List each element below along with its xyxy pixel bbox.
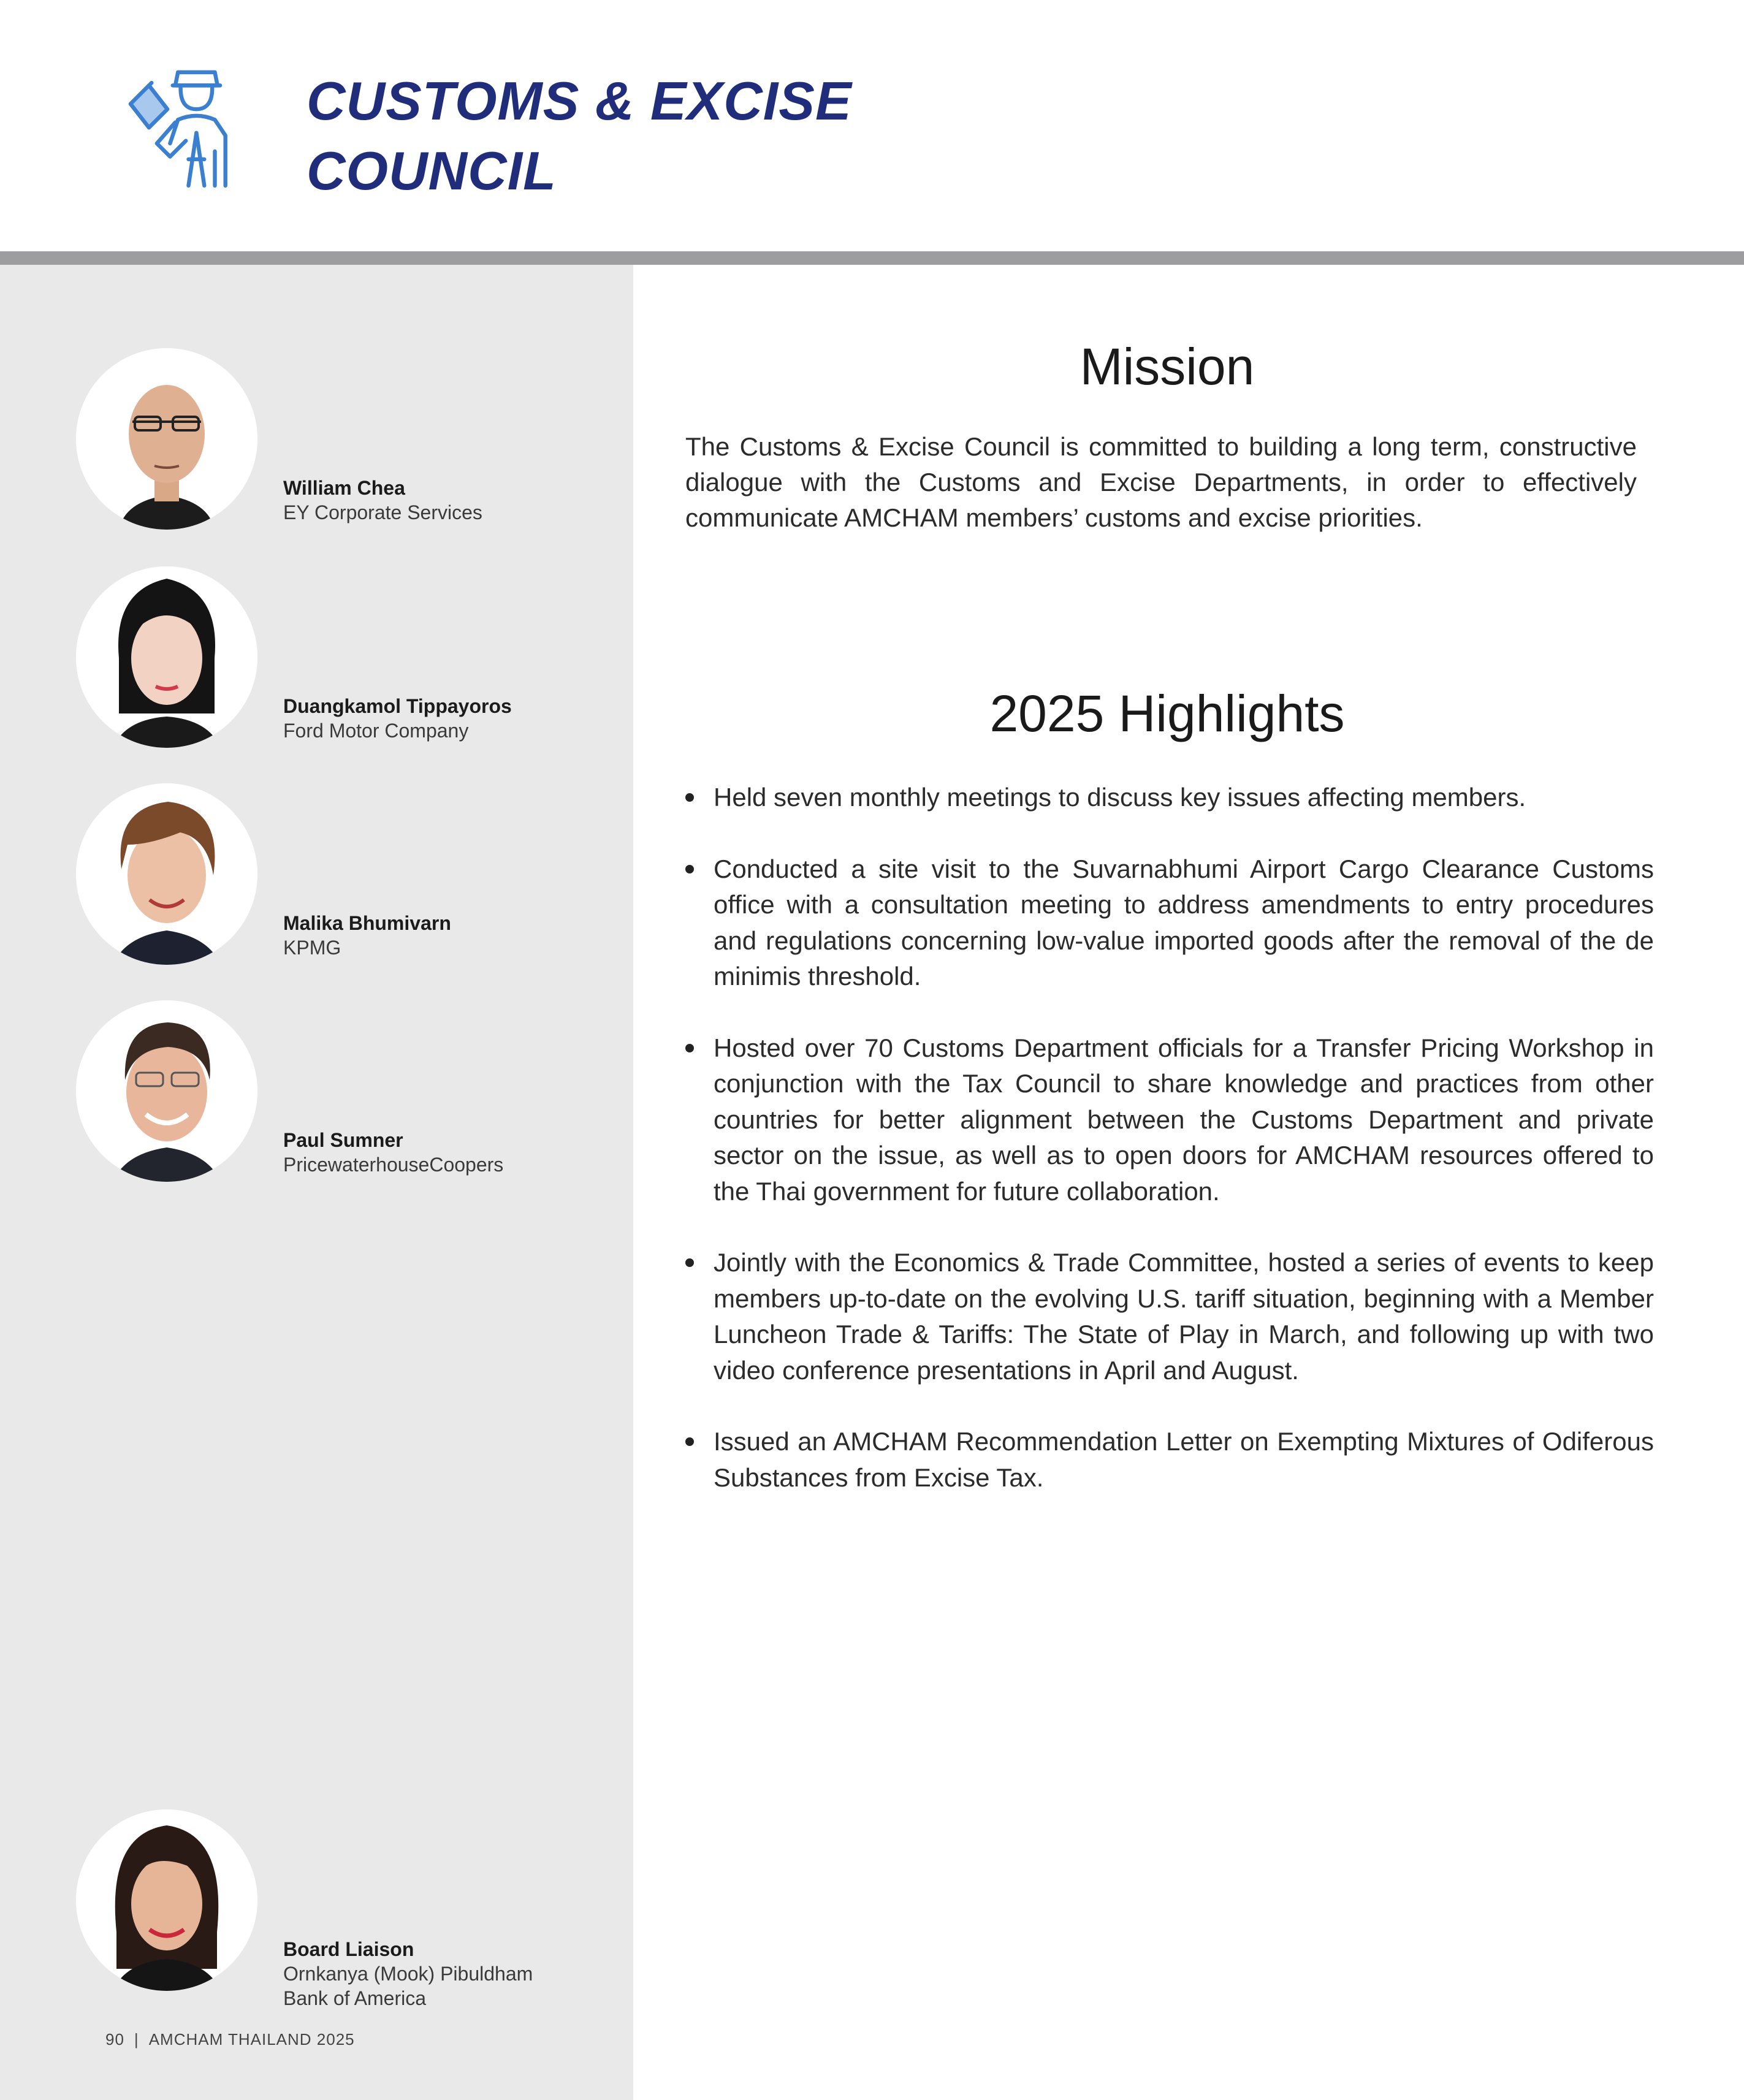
bullet-icon	[685, 1258, 694, 1267]
highlight-item	[685, 1030, 1654, 1210]
board-liaison-label: Board Liaison	[283, 1938, 414, 1960]
member-organization: KPMG	[283, 937, 341, 959]
highlight-item	[685, 780, 1654, 816]
board-liaison-name: Ornkanya (Mook) Pibuldham	[283, 1963, 533, 1985]
highlight-text: Conducted a site visit to the Suvarnabhumi Airport Cargo Clearance Customs office with a consultation meeting to address amendments to entry procedures and regulations concerning low-value imported goods after the removal of the de minimis threshold.	[714, 854, 1654, 991]
member-organization: Ford Motor Company	[283, 720, 469, 742]
board-liaison-organization: Bank of America	[283, 1987, 426, 2009]
member-name: Paul Sumner	[283, 1129, 403, 1151]
footer-separator: |	[134, 2030, 139, 2049]
bullet-icon	[685, 793, 694, 802]
board-liaison-card	[0, 1809, 633, 2018]
member-card	[0, 783, 633, 967]
page-header	[0, 0, 1744, 251]
page-title	[307, 66, 852, 206]
bullet-icon	[685, 1044, 694, 1052]
member-photo	[76, 566, 257, 748]
highlight-text: Issued an AMCHAM Recommendation Letter on Exempting Mixtures of Odiferous Substances from Excise Tax.	[714, 1427, 1654, 1492]
page-title-line-1: CUSTOMS & EXCISE	[307, 70, 852, 131]
page-footer	[105, 2030, 355, 2049]
member-name: Duangkamol Tippayoros	[283, 695, 512, 717]
highlight-text: Hosted over 70 Customs Department officials for a Transfer Pricing Workshop in conjunction with the Tax Council to share knowledge and practices from other countries for better alignment between the Customs Department and private sector on the issue, as well as to open doors for AMCHAM resources offered to the Thai government for future collaboration.	[714, 1033, 1654, 1206]
member-name: Malika Bhumivarn	[283, 912, 451, 934]
highlight-item	[685, 1424, 1654, 1496]
highlight-text: Jointly with the Economics & Trade Committee, hosted a series of events to keep members up-to-date on the evolving U.S. tariff situation, beginning with a Member Luncheon Trade & Tariffs: The State of Play in March, and following up with two video conference presentations in April and August.	[714, 1248, 1654, 1385]
member-photo	[76, 783, 257, 965]
page-title-line-2: COUNCIL	[307, 140, 557, 201]
bullet-icon	[685, 865, 694, 873]
highlight-item	[685, 1245, 1654, 1388]
highlight-text: Held seven monthly meetings to discuss key issues affecting members.	[714, 783, 1526, 812]
member-card	[0, 1000, 633, 1184]
highlights-heading: 2025 Highlights	[989, 685, 1345, 742]
highlights-list	[685, 780, 1654, 1531]
highlight-item	[685, 851, 1654, 995]
header-divider	[0, 251, 1744, 265]
member-organization: EY Corporate Services	[283, 501, 482, 523]
member-organization: PricewaterhouseCoopers	[283, 1154, 504, 1176]
member-photo	[76, 1000, 257, 1182]
mission-text: The Customs & Excise Council is committed to building a long term, constructive dialogue with the Customs and Excise Departments, in order to effectively communicate AMCHAM members’ customs and excise priorities.	[685, 432, 1637, 532]
customs-officer-icon	[123, 64, 254, 196]
page-number: 90	[105, 2030, 124, 2049]
bullet-icon	[685, 1437, 694, 1446]
publication-name: AMCHAM THAILAND 2025	[148, 2030, 355, 2049]
board-liaison-photo	[76, 1809, 257, 1991]
member-name: William Chea	[283, 477, 405, 499]
member-photo	[76, 348, 257, 530]
member-card	[0, 348, 633, 532]
members-sidebar	[0, 265, 633, 2100]
mission-heading: Mission	[1080, 338, 1255, 395]
member-card	[0, 566, 633, 750]
